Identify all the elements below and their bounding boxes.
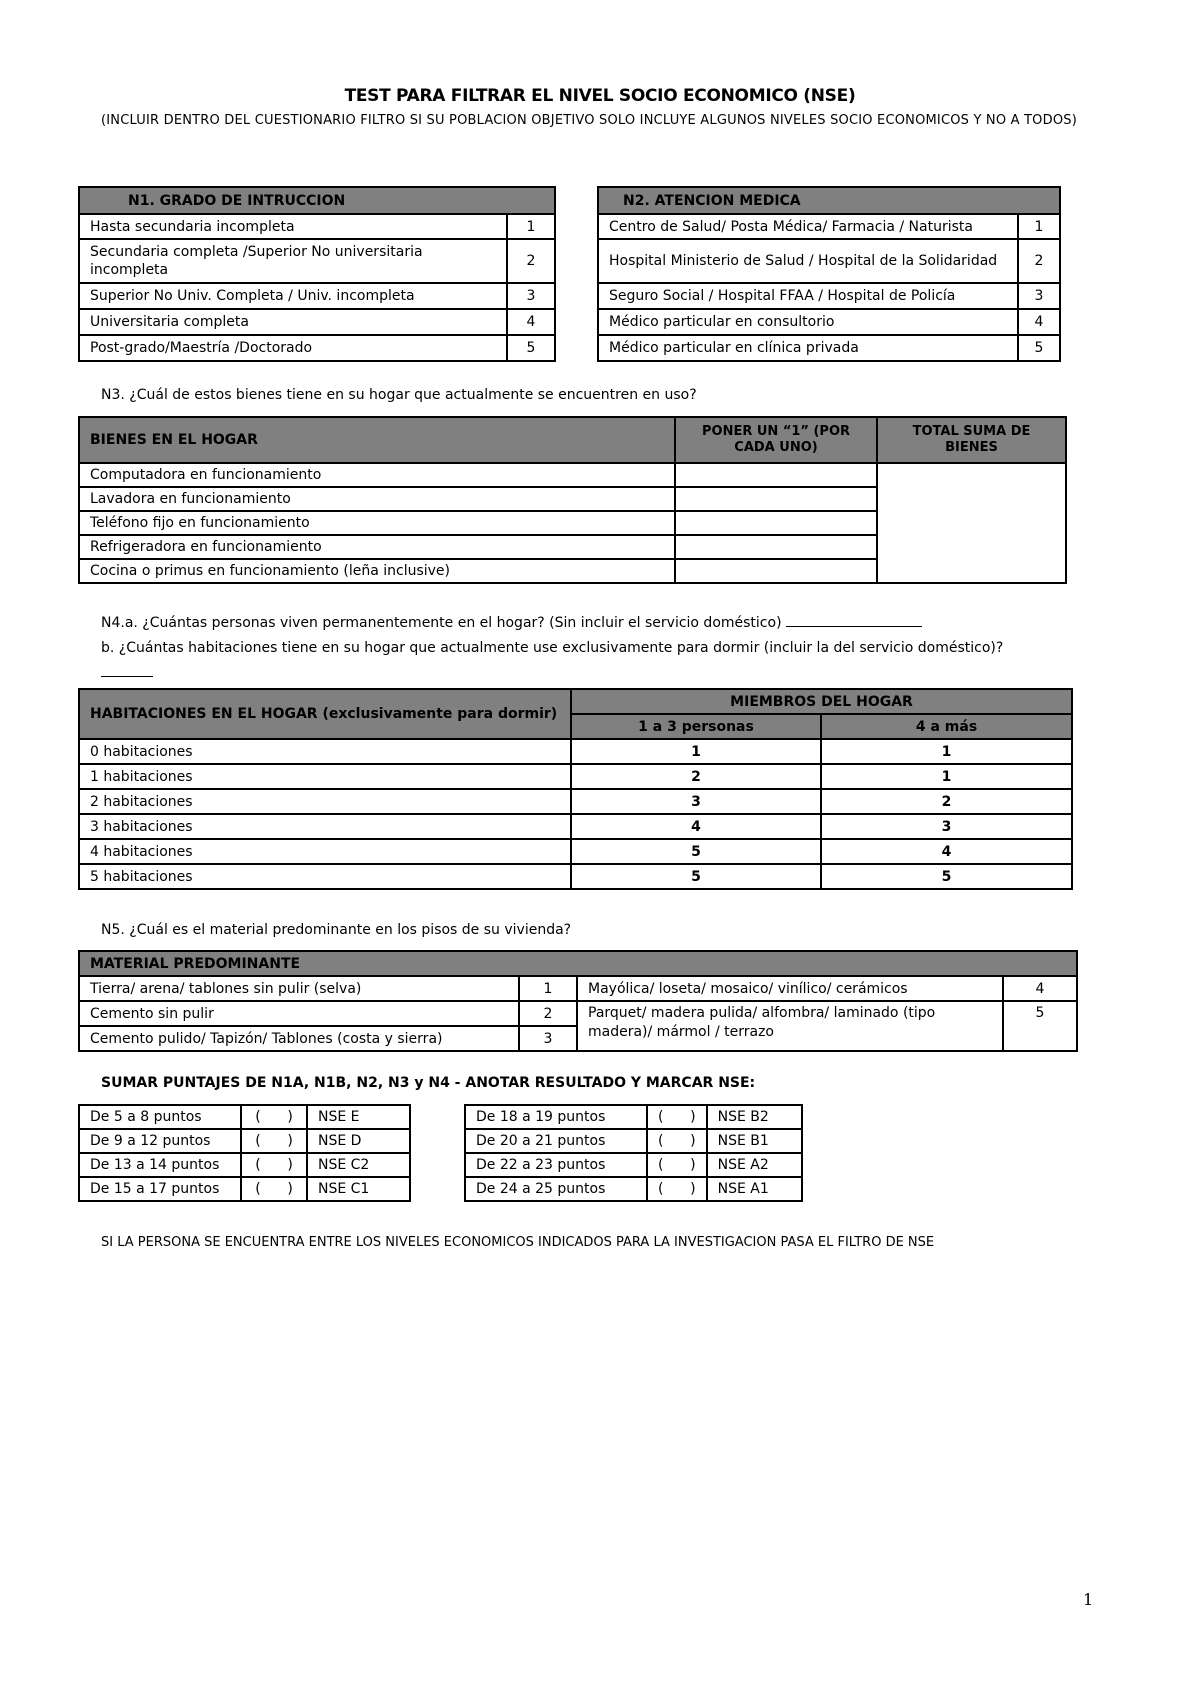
n5-table [78,950,1078,1052]
sum-instruction: SUMAR PUNTAJES DE N1A, N1B, N2, N3 y N4 - ANOTAR RESULTADO Y MARCAR NSE: [101,1075,756,1091]
n5-left-code: 2 [519,1001,577,1026]
nse-checkbox[interactable]: ( ) [241,1177,307,1201]
n4-row-value: 2 [821,789,1072,814]
n3-count-cell[interactable] [675,559,877,583]
page-title: TEST PARA FILTRAR EL NIVEL SOCIO ECONOMICO (NSE) [344,86,856,106]
n3-question: N3. ¿Cuál de estos bienes tiene en su hogar que actualmente se encuentren en uso? [101,387,697,403]
n4-row-value: 4 [821,839,1072,864]
n3-col-header: BIENES EN EL HOGAR [79,417,675,463]
n4-row-label: 4 habitaciones [79,839,571,864]
n4-row-label: 3 habitaciones [79,814,571,839]
n5-question: N5. ¿Cuál es el material predominante en los pisos de su vivienda? [101,922,572,938]
nse-checkbox[interactable]: ( ) [241,1129,307,1153]
n3-row-label: Computadora en funcionamiento [79,463,675,487]
n5-right-label: Parquet/ madera pulida/ alfombra/ laminado (tipo madera)/ mármol / terrazo [577,1001,1003,1051]
nse-range: De 15 a 17 puntos [79,1177,241,1201]
n4-row-value: 4 [571,814,821,839]
n5-left-label: Cemento pulido/ Tapizón/ Tablones (costa y sierra) [79,1026,519,1051]
n1-row-label: Universitaria completa [79,309,507,335]
n5-right-code: 4 [1003,976,1077,1001]
n1-row-label: Superior No Univ. Completa / Univ. incompleta [79,283,507,309]
nse-checkbox[interactable]: ( ) [647,1177,707,1201]
n5-left-label: Tierra/ arena/ tablones sin pulir (selva) [79,976,519,1001]
n4-row-value: 1 [821,739,1072,764]
n2-row-label: Médico particular en consultorio [598,309,1018,335]
n3-row-label: Refrigeradora en funcionamiento [79,535,675,559]
n1-header: N1. GRADO DE INTRUCCION [79,187,555,214]
n2-row-code: 5 [1018,335,1060,361]
n2-header: N2. ATENCION MEDICA [598,187,1060,214]
nse-level: NSE D [307,1129,410,1153]
n2-row-code: 4 [1018,309,1060,335]
n2-row-code: 1 [1018,214,1060,239]
nse-checkbox[interactable]: ( ) [241,1105,307,1129]
nse-level: NSE C2 [307,1153,410,1177]
nse-level: NSE B1 [707,1129,802,1153]
n5-left-label: Cemento sin pulir [79,1001,519,1026]
n3-col-header: PONER UN “1” (POR CADA UNO) [675,417,877,463]
n1-row-code: 4 [507,309,555,335]
n3-total-cell[interactable] [877,463,1066,583]
n4-sub-header: 4 a más [821,714,1072,739]
nse-range: De 20 a 21 puntos [465,1129,647,1153]
n1-row-label: Post-grado/Maestría /Doctorado [79,335,507,361]
n4a-question [101,612,922,631]
nse-range: De 5 a 8 puntos [79,1105,241,1129]
nse-left-table [78,1104,411,1202]
n4-table [78,688,1073,890]
nse-range: De 24 a 25 puntos [465,1177,647,1201]
nse-range: De 18 a 19 puntos [465,1105,647,1129]
n3-row-label: Cocina o primus en funcionamiento (leña inclusive) [79,559,675,583]
n5-header: MATERIAL PREDOMINANTE [79,951,1077,976]
nse-checkbox[interactable]: ( ) [647,1153,707,1177]
n4b-answer-blank[interactable] [101,664,153,677]
n4-row-value: 5 [571,864,821,889]
n1-row-code: 1 [507,214,555,239]
nse-checkbox[interactable]: ( ) [241,1153,307,1177]
n5-right-label: Mayólica/ loseta/ mosaico/ vinílico/ cerámicos [577,976,1003,1001]
n4-row-label: 5 habitaciones [79,864,571,889]
page-number: 1 [1083,1590,1094,1609]
n4-row-value: 5 [571,839,821,864]
nse-checkbox[interactable]: ( ) [647,1129,707,1153]
n4-row-value: 3 [821,814,1072,839]
n4a-answer-blank[interactable] [786,612,922,627]
nse-level: NSE E [307,1105,410,1129]
n2-row-code: 2 [1018,239,1060,283]
n5-left-code: 1 [519,976,577,1001]
n5-left-code: 3 [519,1026,577,1051]
n3-count-cell[interactable] [675,487,877,511]
nse-range: De 9 a 12 puntos [79,1129,241,1153]
nse-checkbox[interactable]: ( ) [647,1105,707,1129]
n3-row-label: Teléfono fijo en funcionamiento [79,511,675,535]
n4-row-value: 5 [821,864,1072,889]
n3-count-cell[interactable] [675,511,877,535]
n4-row-value: 1 [571,739,821,764]
n2-row-code: 3 [1018,283,1060,309]
nse-right-table [464,1104,803,1202]
n1-row-code: 2 [507,239,555,283]
page-subtitle: (INCLUIR DENTRO DEL CUESTIONARIO FILTRO SI SU POBLACION OBJETIVO SOLO INCLUYE ALGUNOS NIVELES SOCIO ECONOMICOS Y NO A TODOS) [101,113,1077,128]
n4-row-label: 1 habitaciones [79,764,571,789]
n4b-question [101,638,1097,658]
n1-row-label: Hasta secundaria incompleta [79,214,507,239]
n1-row-code: 3 [507,283,555,309]
n4-row-label: 2 habitaciones [79,789,571,814]
n4-sub-header: 1 a 3 personas [571,714,821,739]
n3-table [78,416,1067,584]
n1-table [78,186,556,362]
nse-range: De 13 a 14 puntos [79,1153,241,1177]
nse-level: NSE C1 [307,1177,410,1201]
n3-count-cell[interactable] [675,535,877,559]
n4-row-value: 2 [571,764,821,789]
n4-col-header: HABITACIONES EN EL HOGAR (exclusivamente para dormir) [79,689,571,739]
n4-group-header: MIEMBROS DEL HOGAR [571,689,1072,714]
n4-row-value: 3 [571,789,821,814]
n2-row-label: Médico particular en clínica privada [598,335,1018,361]
n2-table [597,186,1061,362]
footer-note: SI LA PERSONA SE ENCUENTRA ENTRE LOS NIVELES ECONOMICOS INDICADOS PARA LA INVESTIGACION PASA EL FILTRO DE NSE [101,1235,935,1250]
nse-level: NSE A1 [707,1177,802,1201]
n3-row-label: Lavadora en funcionamiento [79,487,675,511]
nse-range: De 22 a 23 puntos [465,1153,647,1177]
n2-row-label: Seguro Social / Hospital FFAA / Hospital de Policía [598,283,1018,309]
n2-row-label: Hospital Ministerio de Salud / Hospital de la Solidaridad [598,239,1018,283]
n4b-question-text: b. ¿Cuántas habitaciones tiene en su hogar que actualmente use exclusivamente para dormir (incluir la del servicio doméstico)? [101,640,1004,656]
n3-count-cell[interactable] [675,463,877,487]
n5-right-code: 5 [1003,1001,1077,1051]
nse-level: NSE B2 [707,1105,802,1129]
n1-row-label: Secundaria completa /Superior No universitaria incompleta [79,239,507,283]
n4-row-value: 1 [821,764,1072,789]
n4a-question-text: N4.a. ¿Cuántas personas viven permanentemente en el hogar? (Sin incluir el servicio doméstico) [101,615,782,631]
n1-row-code: 5 [507,335,555,361]
nse-level: NSE A2 [707,1153,802,1177]
n2-row-label: Centro de Salud/ Posta Médica/ Farmacia / Naturista [598,214,1018,239]
n4-row-label: 0 habitaciones [79,739,571,764]
n3-col-header: TOTAL SUMA DE BIENES [877,417,1066,463]
